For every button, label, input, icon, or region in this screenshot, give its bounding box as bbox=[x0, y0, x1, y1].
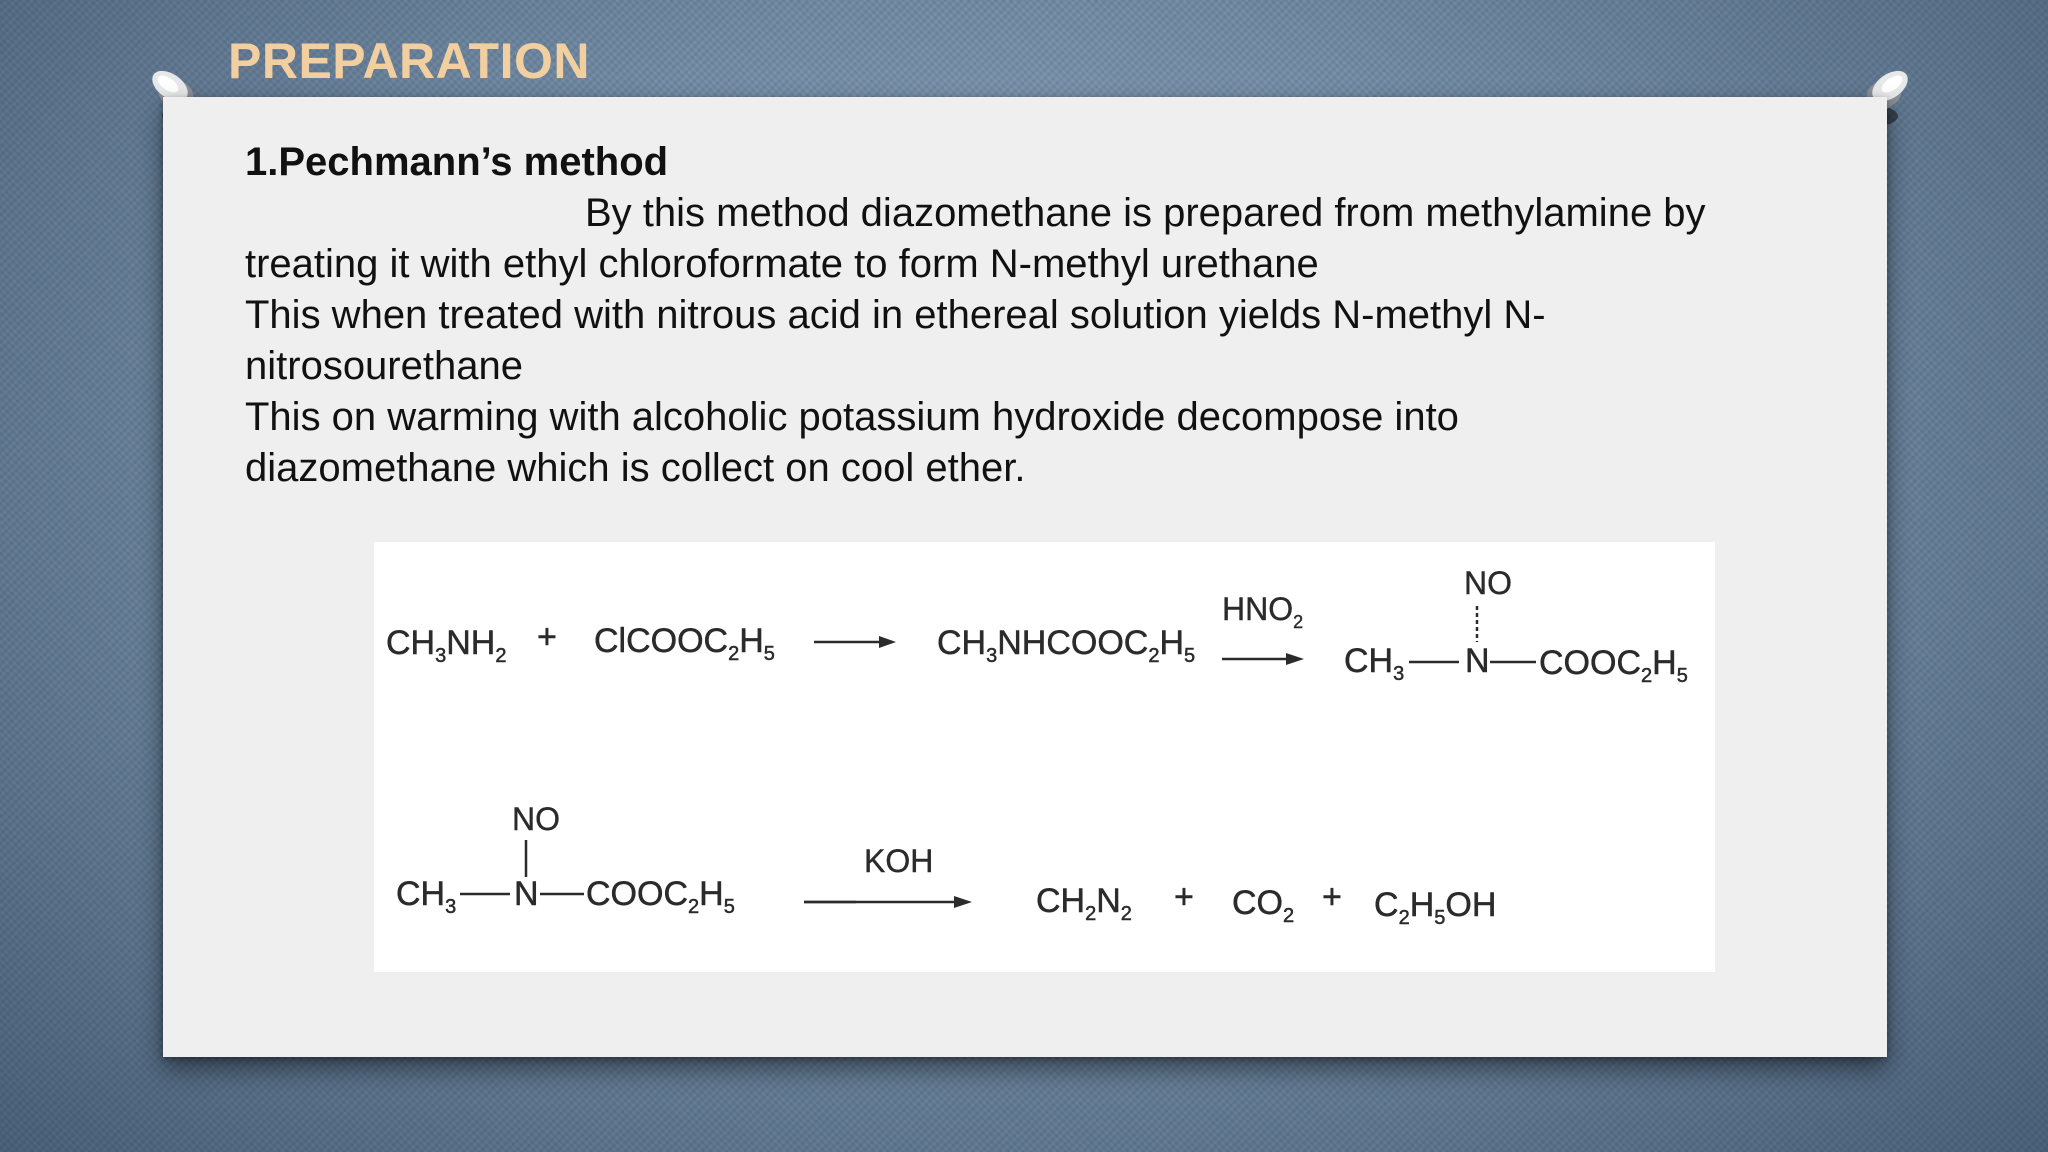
nitroso-group-label: NO bbox=[512, 801, 560, 837]
paragraph-line: nitrosourethane bbox=[245, 344, 523, 388]
reaction-scheme bbox=[374, 542, 1715, 972]
reactant-methylamine: $CH_3NH_2$ bbox=[386, 624, 507, 667]
reactant-ethyl-chloroformate: $ClCOOC_2H_5$ bbox=[594, 622, 775, 665]
plus-sign: + bbox=[1174, 878, 1194, 916]
nitrogen-atom: N bbox=[514, 875, 539, 913]
nitroso-urethane-left: $CH_3$ bbox=[1344, 642, 1405, 685]
product-carbon-dioxide: $CO_2$ bbox=[1232, 884, 1295, 927]
product-ethanol: $C_2H_5OH$ bbox=[1374, 886, 1497, 929]
slide-title: PREPARATION bbox=[228, 33, 590, 89]
reaction-arrow bbox=[1222, 653, 1304, 665]
nitrogen-atom: N bbox=[1465, 642, 1490, 680]
reagent-koh: KOH bbox=[864, 843, 934, 879]
paragraph-line: treating it with ethyl chloroformate to form N-methyl urethane bbox=[245, 242, 1319, 286]
paragraph-line: diazomethane which is collect on cool ether. bbox=[245, 446, 1026, 490]
nitroso-urethane-right: $COOC_2H_5$ bbox=[1539, 644, 1688, 687]
paragraph-line: This when treated with nitrous acid in ethereal solution yields N-methyl N- bbox=[245, 293, 1546, 337]
nitroso-urethane-right: $COOC_2H_5$ bbox=[586, 875, 735, 918]
plus-sign: + bbox=[1322, 878, 1342, 916]
product-diazomethane: $CH_2N_2$ bbox=[1036, 882, 1132, 925]
reaction-arrow bbox=[814, 636, 896, 648]
body-text bbox=[245, 137, 1845, 494]
reaction-diagram bbox=[374, 542, 1715, 972]
nitroso-urethane-left: $CH_3$ bbox=[396, 875, 457, 918]
method-heading: 1.Pechmann’s method bbox=[245, 140, 669, 184]
nitroso-group-label: NO bbox=[1464, 565, 1512, 601]
reagent-nitrous-acid: $HNO_2$ bbox=[1222, 591, 1304, 632]
paragraph-line: This on warming with alcoholic potassium hydroxide decompose into bbox=[245, 395, 1459, 439]
paragraph-line: By this method diazomethane is prepared from methylamine by bbox=[585, 191, 1706, 235]
product-n-methyl-urethane: $CH_3NHCOOC_2H_5$ bbox=[937, 624, 1196, 667]
reaction-arrow bbox=[804, 896, 972, 908]
plus-sign: + bbox=[537, 618, 557, 656]
